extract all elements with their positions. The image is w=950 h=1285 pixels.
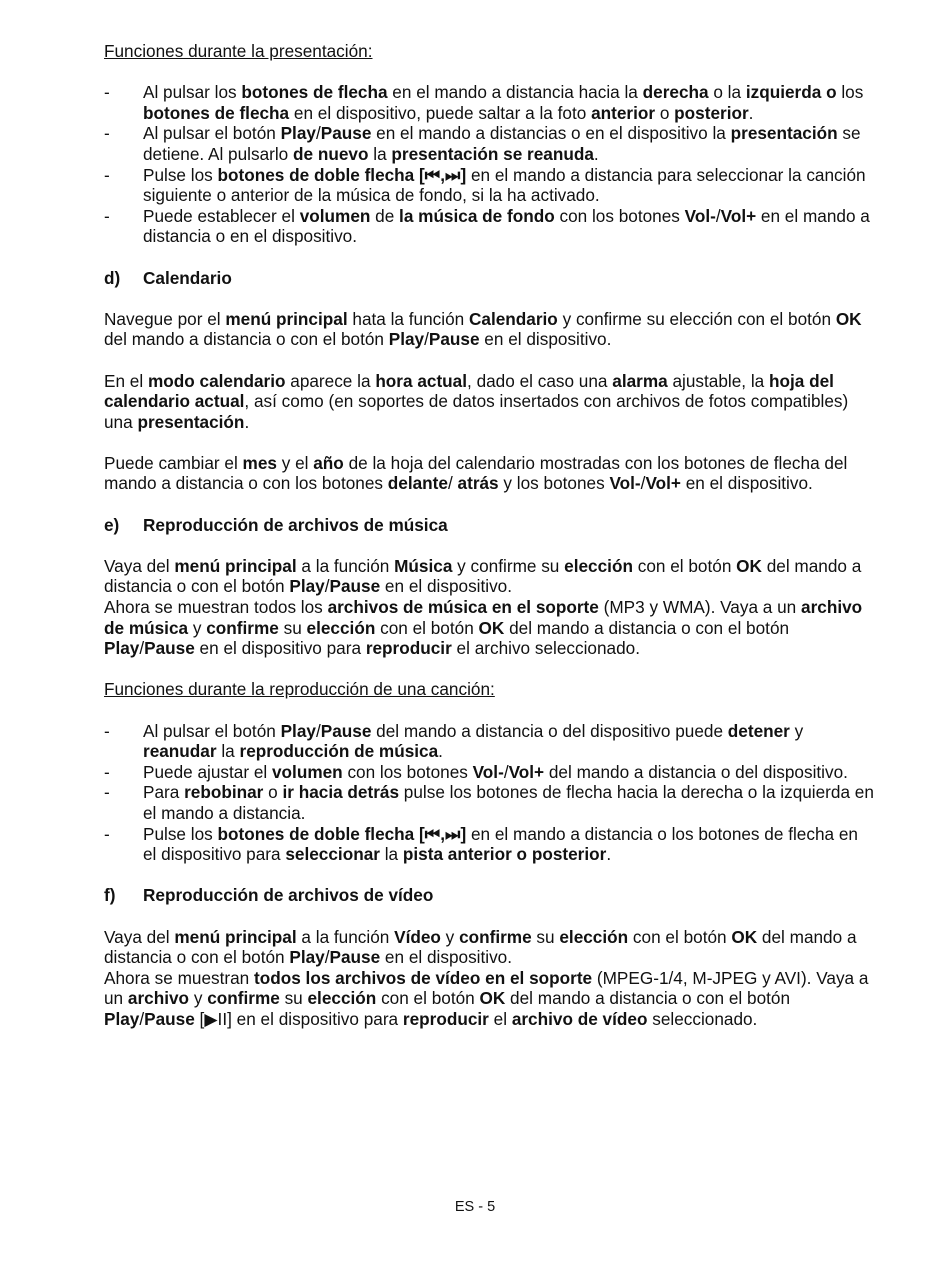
music-paragraph: Vaya del menú principal a la función Música y confirme su elección con el botón OK del mando a distancia o con el botón Play/Pause en el dispositivo. Ahora se muestran todos los archivos de música en el soporte (MP3 y WMA). Vaya a un archivo de música y confirme su elección con el botón OK del mando a distancia o con el botón Play/Pause en el dispositivo para reproducir el archivo seleccionado. [104, 555, 863, 659]
bold-term: año [313, 452, 344, 473]
bullet-dash: - [104, 823, 110, 844]
bullet-dash: - [104, 720, 110, 741]
bold-term: menú principal [174, 555, 297, 576]
bold-term: Vol+ [720, 205, 757, 226]
bold-term: elección [307, 988, 377, 1009]
section-d-heading [104, 268, 874, 289]
music-functions-heading: Funciones durante la reproducción de una canción: [104, 679, 495, 700]
list-item [104, 782, 874, 823]
bold-term: menú principal [174, 926, 297, 947]
bold-term: modo calendario [147, 370, 286, 391]
list-item-text: Para rebobinar o ir hacia detrás pulse los botones de flecha hacia la derecha o la izquierda en el mando a distancia. [143, 782, 874, 823]
list-item-text: Pulse los botones de doble flecha [⏮,⏭] en el mando a distancia o los botones de flecha en el dispositivo para seleccionar la pista anterior o posterior. [143, 823, 858, 865]
bold-term: Vol- [472, 761, 504, 782]
list-item [104, 721, 874, 762]
bold-term: Pause [329, 576, 381, 597]
bold-term: Play [104, 1008, 140, 1029]
bold-term: Play [280, 123, 316, 144]
bold-term: Vol- [609, 473, 641, 494]
list-item-text: Al pulsar los botones de flecha en el mando a distancia hacia la derecha o la izquierda o los botones de flecha en el dispositivo, puede saltar a la foto anterior o posterior. [143, 82, 864, 123]
bold-term: elección [564, 555, 633, 576]
bold-term: archivo [127, 988, 190, 1009]
bold-term: Pause [320, 123, 372, 144]
bold-term: volumen [299, 205, 371, 226]
bold-term: Play [289, 576, 325, 597]
bold-term: botones de flecha [143, 102, 290, 123]
bold-term: alarma [612, 370, 668, 391]
bold-term: OK [736, 555, 762, 576]
bold-term: Pause [144, 638, 195, 659]
bold-term: presentación [730, 123, 838, 144]
bullet-dash: - [104, 205, 110, 226]
section-number: e) [104, 514, 120, 535]
bold-term: botones de flecha [241, 82, 388, 103]
list-item-text: Puede establecer el volumen de la música de fondo con los botones Vol-/Vol+ en el mando a distancia o en el dispositivo. [143, 205, 870, 247]
list-item [104, 165, 874, 206]
bold-term: seleccionar [285, 844, 380, 865]
section-e-heading [104, 515, 874, 536]
bold-term: elección [559, 926, 629, 947]
section-title: Reproducción de archivos de música [143, 514, 448, 535]
bullet-dash: - [104, 761, 110, 782]
bold-term: confirme [207, 988, 280, 1009]
video-paragraph: Vaya del menú principal a la función Vídeo y confirme su elección con el botón OK del mando a distancia o con el botón Play/Pause en el dispositivo. Ahora se muestran todos los archivos de vídeo en el soporte (MPEG-1/4, M-JPEG y AVI). Vaya a un archivo y confirme su elección con el botón OK del mando a distancia o con el botón Play/Pause [▶II] en el dispositivo para reproducir el archivo de vídeo seleccionado. [104, 926, 869, 1029]
bullet-dash: - [104, 123, 110, 144]
bullet-dash: - [104, 164, 110, 185]
bold-term: OK [835, 308, 862, 329]
list-item [104, 123, 874, 164]
bullet-dash: - [104, 82, 110, 103]
slideshow-functions-list [104, 82, 874, 247]
bold-term: Vídeo [394, 926, 441, 947]
music-functions-list [104, 721, 874, 865]
section-f-heading [104, 885, 874, 906]
bold-term: archivo de vídeo [511, 1008, 648, 1029]
bold-term: reproducir [365, 638, 452, 659]
bold-term: Play [388, 329, 425, 350]
section-title: Calendario [143, 267, 232, 288]
bold-term: menú principal [225, 308, 348, 329]
section-title: Reproducción de archivos de vídeo [143, 885, 434, 906]
bold-term: reproducción de música [239, 741, 439, 762]
bold-term: archivos de música en el soporte [327, 597, 599, 618]
bold-term: derecha [642, 82, 709, 103]
bold-term: botones de doble flecha [⏮,⏭] [217, 164, 467, 185]
bold-term: hoja del calendario actual [104, 370, 834, 412]
bold-term: archivo de música [104, 597, 863, 638]
bold-term: botones de doble flecha [⏮,⏭] [217, 823, 467, 844]
bold-term: todos los archivos de vídeo en el soporte [254, 967, 593, 988]
bold-term: rebobinar [184, 782, 264, 803]
bold-term: pista anterior o posterior [402, 844, 607, 865]
list-item-text: Pulse los botones de doble flecha [⏮,⏭] en el mando a distancia para seleccionar la canción siguiente o anterior de la música de fondo, si la ha activado. [143, 164, 866, 206]
bullet-dash: - [104, 782, 110, 803]
bold-term: Pause [144, 1008, 195, 1029]
slideshow-functions-heading: Funciones durante la presentación: [104, 41, 373, 61]
page-number: ES - 5 [454, 1199, 496, 1215]
bold-term: Play [289, 947, 325, 968]
bold-term: presentación [137, 411, 245, 432]
bold-term: presentación se reanuda [391, 143, 594, 164]
list-item-text: Puede ajustar el volumen con los botones Vol-/Vol+ del mando a distancia o del dispositivo. [143, 761, 848, 782]
bold-term: delante [387, 473, 448, 494]
list-item [104, 82, 874, 123]
bold-term: confirme [206, 617, 279, 638]
bold-term: detener [727, 720, 790, 741]
list-item [104, 762, 874, 783]
bold-term: OK [479, 988, 506, 1009]
bold-term: Vol+ [645, 473, 681, 494]
section-number: f) [104, 885, 116, 906]
bold-term: confirme [459, 926, 532, 947]
bold-term: hora actual [375, 370, 468, 391]
bold-term: atrás [457, 473, 499, 494]
bold-term: Calendario [468, 308, 558, 329]
bold-term: OK [731, 926, 758, 947]
bold-term: reanudar [143, 741, 217, 762]
bold-term: Vol- [684, 205, 716, 226]
bold-term: reproducir [402, 1008, 489, 1029]
list-item [104, 206, 874, 247]
calendar-paragraph: Navegue por el menú principal hata la función Calendario y confirme su elección con el botón OK del mando a distancia o con el botón Play/Pause en el dispositivo. [104, 308, 862, 350]
bold-term: elección [306, 617, 376, 638]
bold-term: Pause [428, 329, 480, 350]
bold-term: posterior [674, 102, 749, 123]
bold-term: ir hacia detrás [282, 782, 400, 803]
bold-term: volumen [272, 761, 343, 782]
bold-term: la música de fondo [399, 205, 555, 226]
bold-term: izquierda o [745, 82, 837, 103]
bold-term: mes [242, 452, 277, 473]
bold-term: Play [104, 638, 140, 659]
document-page [104, 41, 874, 1030]
bold-term: Play [280, 720, 316, 741]
bold-term: Vol+ [508, 761, 545, 782]
bold-term: Pause [320, 720, 372, 741]
calendar-paragraph: En el modo calendario aparece la hora actual, dado el caso una alarma ajustable, la hoja del calendario actual, así como (en soportes de datos insertados con archivos de fotos compatibles) una presentación. [104, 370, 849, 432]
bold-term: anterior [591, 102, 656, 123]
bold-term: Música [394, 555, 453, 576]
calendar-paragraph: Puede cambiar el mes y el año de la hoja del calendario mostradas con los botones de flecha del mando a distancia o con los botones delante/ atrás y los botones Vol-/Vol+ en el dispositivo. [104, 452, 848, 494]
section-number: d) [104, 267, 121, 288]
bold-term: de nuevo [293, 143, 369, 164]
list-item-text: Al pulsar el botón Play/Pause en el mando a distancias o en el dispositivo la presentación se detiene. Al pulsarlo de nuevo la presentación se reanuda. [143, 123, 861, 164]
list-item-text: Al pulsar el botón Play/Pause del mando a distancia o del dispositivo puede detener y reanudar la reproducción de música. [143, 720, 804, 762]
list-item [104, 824, 874, 865]
bold-term: Pause [329, 947, 381, 968]
bold-term: OK [478, 617, 505, 638]
